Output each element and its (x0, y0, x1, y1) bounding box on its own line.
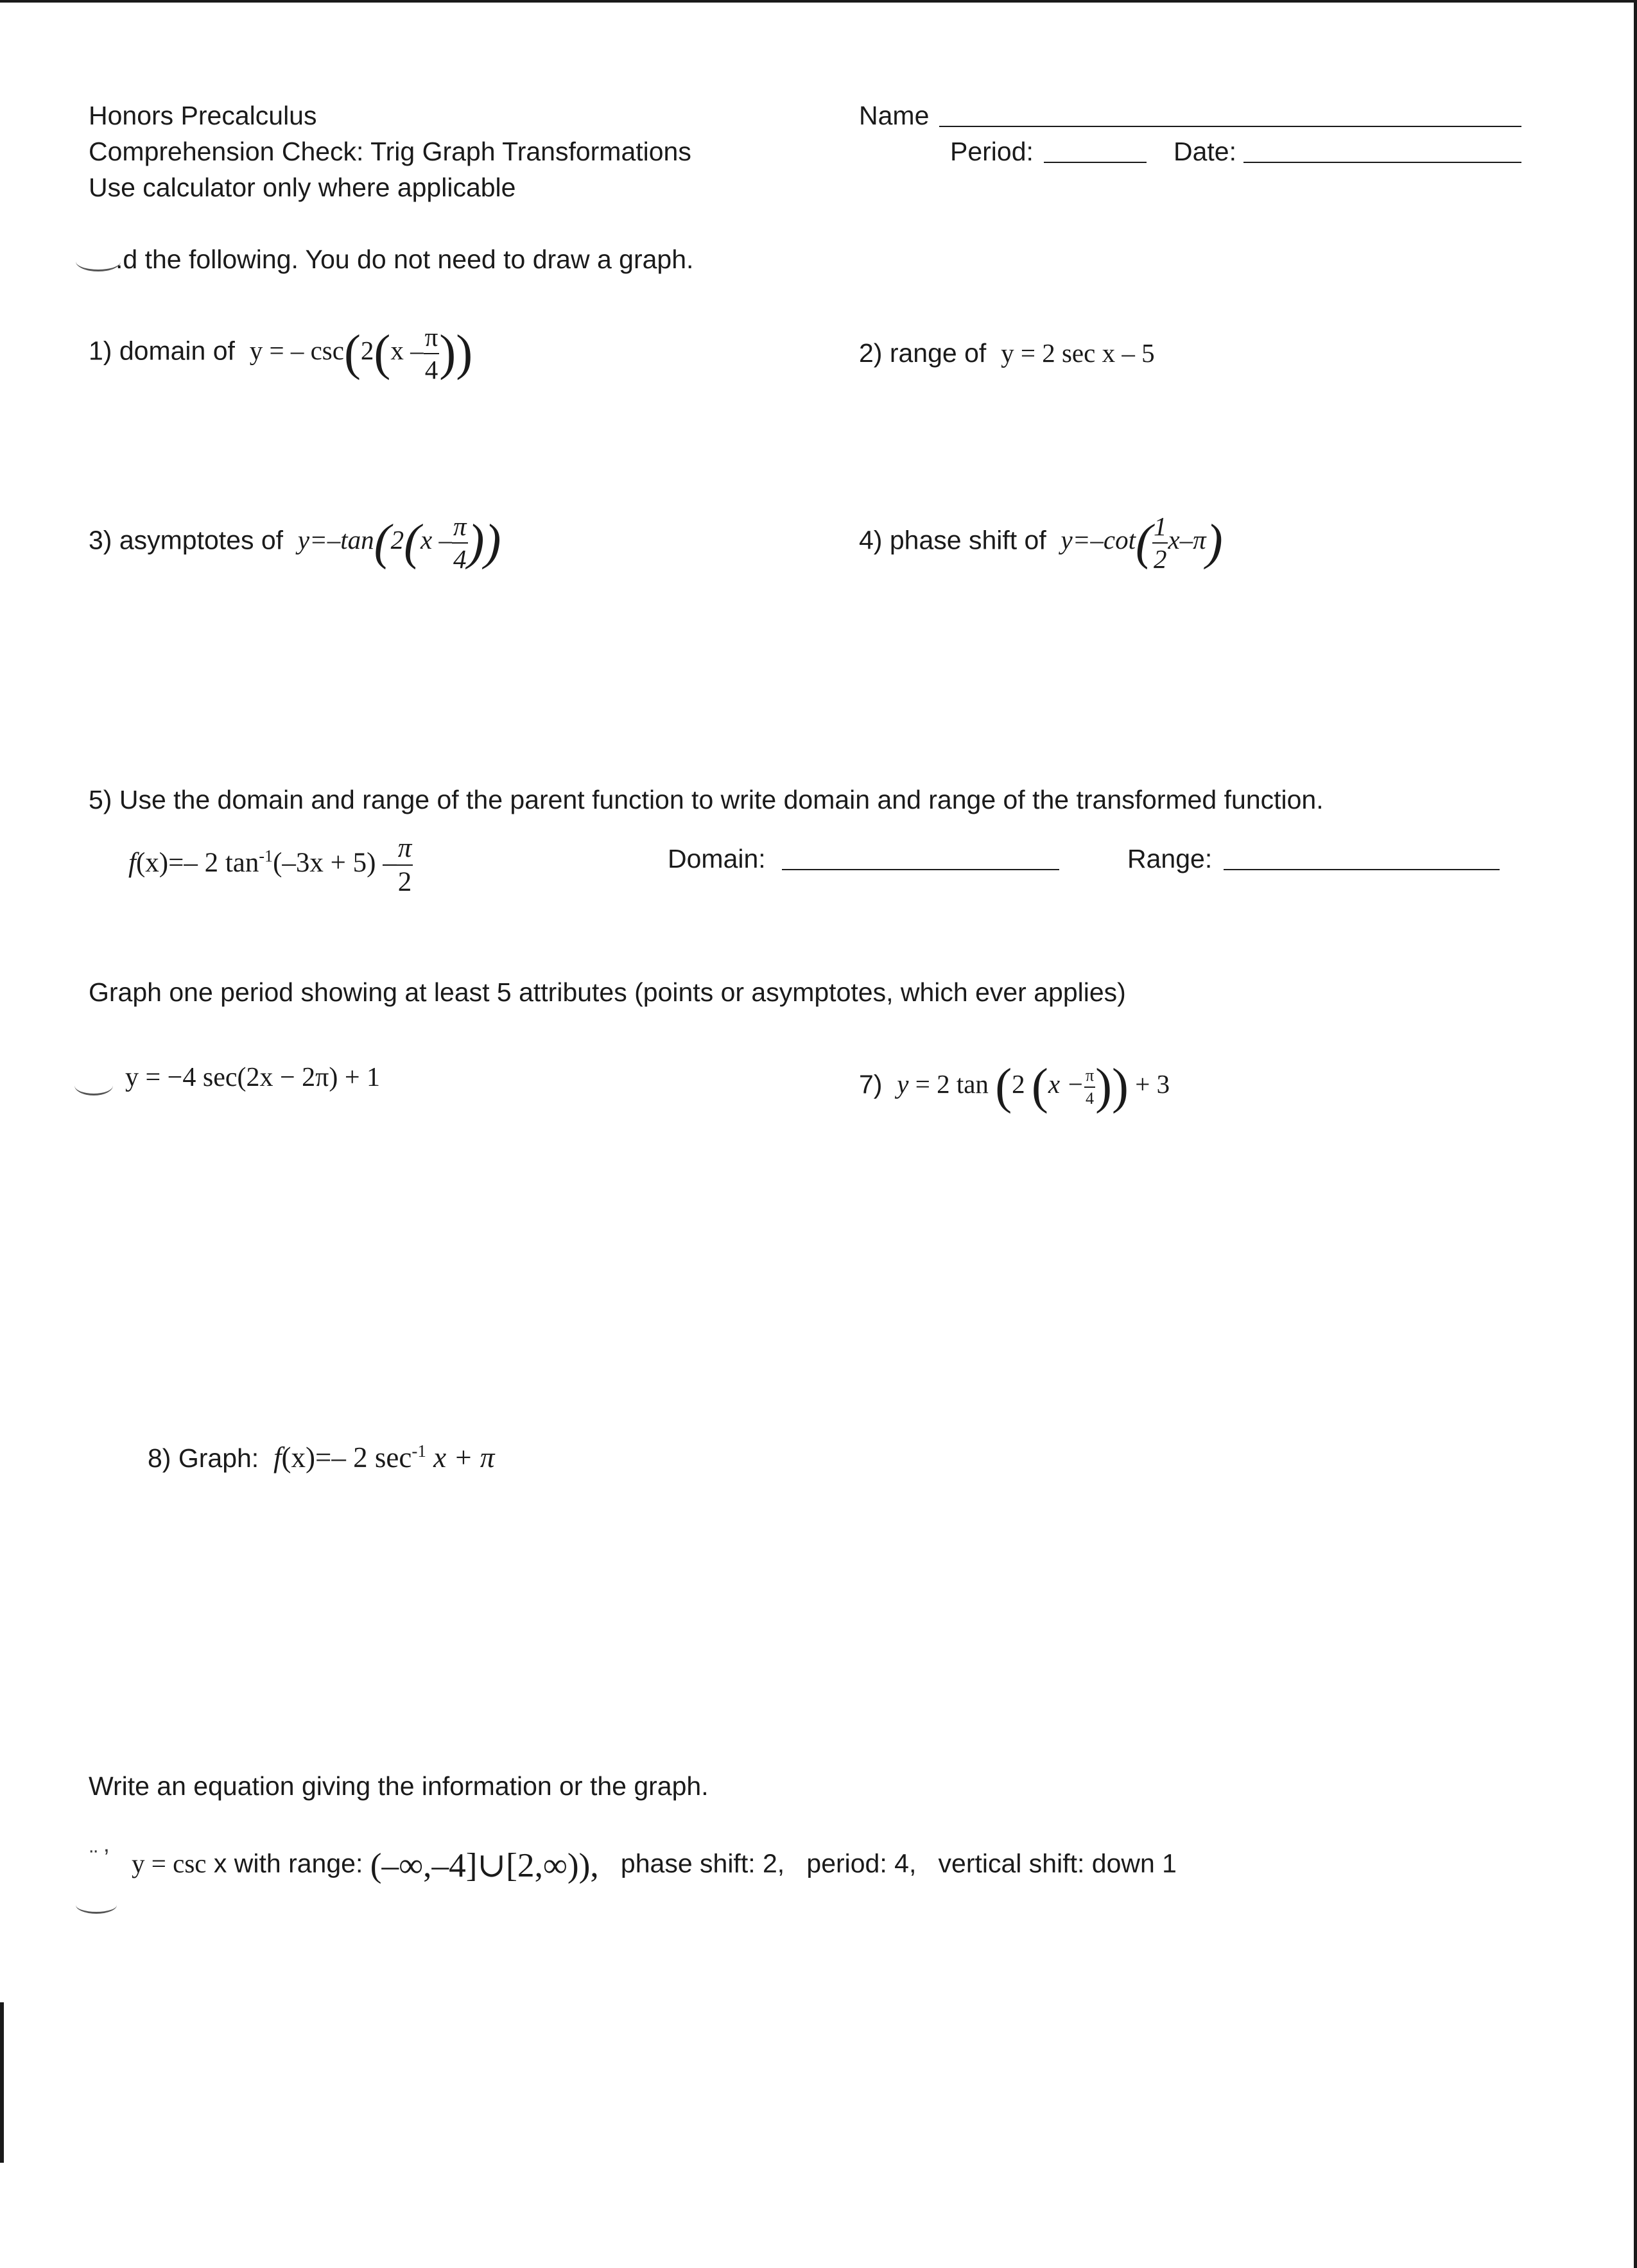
scan-right-border (1634, 0, 1637, 2268)
q1-equation: y = – csc(2(x – $\frac{\pi}{4}$ )) (249, 322, 473, 384)
question-6-equation: y = −4 sec(2x − 2π) + 1 (125, 1063, 381, 1092)
section2-instruction: Graph one period showing at least 5 attributes (points or asymptotes, which ever applies) (89, 977, 1126, 1007)
q2-equation: y = 2 sec x – 5 (1001, 338, 1155, 368)
q2-label: 2) range of (859, 338, 987, 368)
q3-equation: y=–tan(2(x – $\frac{\pi}{4}$ )) (297, 511, 501, 574)
q8-equation: f(x)=– 2 $\sec^{-1} x + \pi$ (273, 1441, 495, 1473)
q9-phase-shift: phase shift: 2, (620, 1848, 785, 1878)
q9-range-expression: (–∞,–4]∪[2,∞)), (370, 1846, 599, 1884)
date-label: Date: (1174, 137, 1236, 166)
question-3 (89, 513, 501, 572)
question-7 (859, 1059, 1170, 1114)
question-5-instruction: 5) Use the domain and range of the parent function to write domain and range of the transformed function. (89, 785, 1324, 814)
question-1 (89, 324, 472, 383)
q7-label: 7) (859, 1069, 883, 1099)
section1-instruction: .d the following. You do not need to draw a graph. (116, 245, 694, 274)
period-field[interactable] (1044, 162, 1147, 163)
pi-over-2-fraction: $\frac{\pi}{2}$ (397, 833, 412, 897)
question-2 (859, 340, 1155, 366)
name-label: Name (859, 101, 930, 130)
scan-top-border (0, 0, 1637, 3)
worksheet-title: Comprehension Check: Trig Graph Transformations (89, 137, 691, 166)
scan-marker: ¨ ʼ (90, 1845, 109, 1871)
section3-instruction: Write an equation giving the information or the graph. (89, 1771, 709, 1801)
question-4 (859, 513, 1223, 572)
q9-base-function: y = csc (132, 1848, 207, 1878)
pi-over-4-fraction: $\frac{\pi}{4}$ (453, 511, 467, 574)
range-answer-field[interactable] (1224, 869, 1500, 870)
question-9: y = csc x with range: (–∞,–4]∪[2,∞)), phase shift: 2, period: 4, vertical shift: down 1 (132, 1846, 1177, 1884)
q9-vertical-shift: vertical shift: down 1 (938, 1848, 1177, 1878)
q3-label: 3) asymptotes of (89, 525, 284, 555)
domain-answer-field[interactable] (782, 869, 1059, 870)
q5-function: f(x)=– 2 $\tan^{-1}(-3x + 5)$ – $\frac{\pi}{2}$ (128, 833, 412, 897)
scan-curve-mark (76, 252, 121, 271)
date-field[interactable] (1243, 162, 1521, 163)
q9-period: period: 4, (806, 1848, 917, 1878)
q4-label: 4) phase shift of (859, 525, 1046, 555)
q1-label: 1) domain of (89, 336, 235, 366)
calculator-instruction: Use calculator only where applicable (89, 173, 516, 202)
scan-curve-mark (74, 1076, 113, 1095)
name-field[interactable] (939, 126, 1521, 127)
pi-over-4-fraction: $\frac{\pi}{4}$ (424, 322, 438, 384)
one-half-fraction: $\frac{1}{2}$ (1153, 511, 1167, 574)
period-label: Period: (950, 137, 1034, 166)
domain-label: Domain: (668, 844, 766, 873)
q4-equation: y=–cot( $\frac{1}{2}$ x–π) (1061, 511, 1223, 574)
scan-curve-mark (76, 1896, 117, 1914)
question-8 (148, 1443, 494, 1472)
q7-equation: y = 2 tan (2 (x − $\frac{\pi}{4}$ )) + 3 (897, 1059, 1170, 1114)
course-name: Honors Precalculus (89, 101, 317, 130)
q8-label: 8) Graph: (148, 1443, 259, 1473)
range-label: Range: (1127, 844, 1213, 873)
pi-over-4-fraction: $\frac{\pi}{4}$ (1085, 1065, 1095, 1108)
scan-left-edge-mark (0, 2002, 4, 2163)
